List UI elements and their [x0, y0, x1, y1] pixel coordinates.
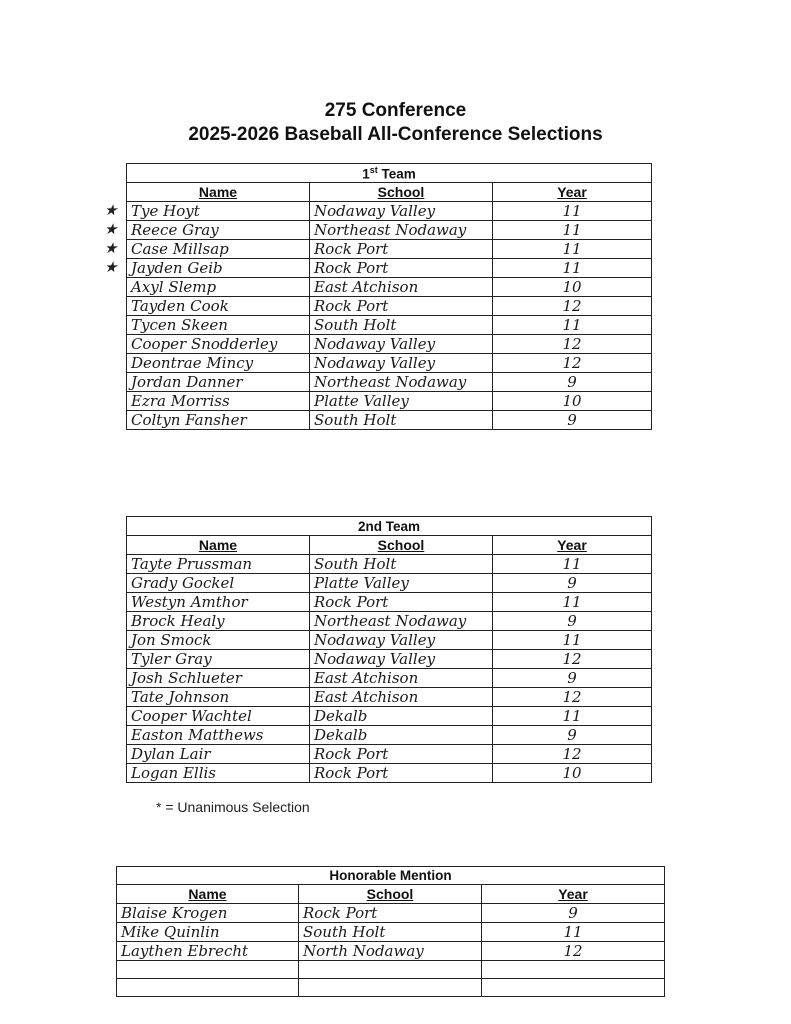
school-name: Rock Port — [310, 764, 493, 783]
table-row — [127, 669, 652, 688]
class-year: 9 — [493, 726, 652, 745]
school-name: Northeast Nodaway — [310, 373, 493, 392]
player-name: Brock Healy — [127, 612, 310, 631]
unanimous-star-icon: ★ — [104, 202, 118, 219]
table-row — [127, 316, 652, 335]
column-header-school: School — [310, 536, 493, 555]
class-year: 9 — [482, 904, 665, 923]
school-name: Rock Port — [310, 745, 493, 764]
table-row — [127, 764, 652, 783]
school-name: Dekalb — [310, 707, 493, 726]
school-name: Rock Port — [310, 259, 493, 278]
class-year: 11 — [493, 259, 652, 278]
school-name: Northeast Nodaway — [310, 221, 493, 240]
table-row — [117, 979, 665, 997]
table-row — [127, 612, 652, 631]
school-name: Nodaway Valley — [310, 354, 493, 373]
player-name: Tye Hoyt — [127, 202, 310, 221]
unanimous-star-icon: ★ — [104, 221, 118, 238]
first-team-heading: 1st Team — [127, 164, 652, 183]
player-name — [117, 961, 299, 979]
school-name: Platte Valley — [310, 392, 493, 411]
class-year — [482, 961, 665, 979]
class-year: 11 — [493, 631, 652, 650]
player-name: Cooper Snodderley — [127, 335, 310, 354]
class-year: 12 — [493, 297, 652, 316]
unanimous-star-icon: ★ — [104, 259, 118, 276]
table-row — [127, 688, 652, 707]
honorable-mention-table — [116, 866, 665, 997]
class-year: 11 — [493, 555, 652, 574]
school-name: Nodaway Valley — [310, 335, 493, 354]
class-year: 11 — [493, 316, 652, 335]
school-name: Rock Port — [310, 240, 493, 259]
honorable-mention-heading: Honorable Mention — [117, 867, 665, 885]
class-year: 12 — [493, 688, 652, 707]
table-row — [127, 202, 652, 221]
table-row — [117, 904, 665, 923]
player-name: Reece Gray — [127, 221, 310, 240]
school-name: Nodaway Valley — [310, 202, 493, 221]
class-year: 12 — [493, 745, 652, 764]
player-name: Westyn Amthor — [127, 593, 310, 612]
school-name — [299, 961, 482, 979]
table-row — [117, 961, 665, 979]
school-name: Nodaway Valley — [310, 650, 493, 669]
table-row — [127, 278, 652, 297]
school-name: East Atchison — [310, 669, 493, 688]
player-name: Grady Gockel — [127, 574, 310, 593]
column-header-year: Year — [482, 885, 665, 904]
class-year: 10 — [493, 764, 652, 783]
table-row — [127, 593, 652, 612]
table-row — [127, 650, 652, 669]
player-name: Coltyn Fansher — [127, 411, 310, 430]
class-year: 9 — [493, 574, 652, 593]
player-name: Deontrae Mincy — [127, 354, 310, 373]
school-name: Platte Valley — [310, 574, 493, 593]
school-name: East Atchison — [310, 278, 493, 297]
class-year: 12 — [482, 942, 665, 961]
second-team-table — [126, 516, 652, 783]
first-team-table — [126, 163, 652, 430]
column-header-name: Name — [127, 183, 310, 202]
table-row — [127, 411, 652, 430]
player-name: Dylan Lair — [127, 745, 310, 764]
player-name: Ezra Morriss — [127, 392, 310, 411]
class-year: 12 — [493, 354, 652, 373]
class-year: 12 — [493, 650, 652, 669]
school-name: East Atchison — [310, 688, 493, 707]
school-name: South Holt — [310, 411, 493, 430]
conference-title: 275 Conference — [324, 100, 467, 121]
player-name: Jordan Danner — [127, 373, 310, 392]
unanimous-footnote: * = Unanimous Selection — [156, 799, 310, 815]
player-name: Josh Schlueter — [127, 669, 310, 688]
school-name: South Holt — [299, 923, 482, 942]
class-year: 11 — [493, 240, 652, 259]
player-name: Tycen Skeen — [127, 316, 310, 335]
player-name: Cooper Wachtel — [127, 707, 310, 726]
school-name: Rock Port — [310, 593, 493, 612]
school-name: Rock Port — [299, 904, 482, 923]
player-name: Logan Ellis — [127, 764, 310, 783]
table-row — [127, 631, 652, 650]
table-row — [127, 373, 652, 392]
player-name: Jon Smock — [127, 631, 310, 650]
class-year: 11 — [493, 707, 652, 726]
column-header-year: Year — [493, 536, 652, 555]
class-year: 11 — [493, 221, 652, 240]
table-row — [127, 259, 652, 278]
school-name — [299, 979, 482, 997]
school-name: Northeast Nodaway — [310, 612, 493, 631]
unanimous-star-icon: ★ — [104, 240, 118, 257]
table-row — [127, 335, 652, 354]
player-name: Mike Quinlin — [117, 923, 299, 942]
table-row — [127, 354, 652, 373]
player-name: Laythen Ebrecht — [117, 942, 299, 961]
player-name: Case Millsap — [127, 240, 310, 259]
table-row — [127, 574, 652, 593]
class-year: 9 — [493, 669, 652, 688]
table-row — [127, 392, 652, 411]
school-name: North Nodaway — [299, 942, 482, 961]
player-name: Tayden Cook — [127, 297, 310, 316]
school-name: Dekalb — [310, 726, 493, 745]
table-row — [127, 745, 652, 764]
player-name: Tayte Prussman — [127, 555, 310, 574]
second-team-heading: 2nd Team — [127, 517, 652, 536]
class-year: 9 — [493, 373, 652, 392]
school-name: South Holt — [310, 555, 493, 574]
class-year: 11 — [493, 202, 652, 221]
class-year: 11 — [493, 593, 652, 612]
school-name: Nodaway Valley — [310, 631, 493, 650]
class-year: 9 — [493, 612, 652, 631]
table-row — [127, 726, 652, 745]
table-row — [127, 555, 652, 574]
table-row — [117, 942, 665, 961]
table-row — [127, 240, 652, 259]
player-name — [117, 979, 299, 997]
column-header-school: School — [310, 183, 493, 202]
table-row — [127, 221, 652, 240]
column-header-name: Name — [127, 536, 310, 555]
player-name: Blaise Krogen — [117, 904, 299, 923]
table-row — [127, 297, 652, 316]
player-name: Tate Johnson — [127, 688, 310, 707]
school-name: Rock Port — [310, 297, 493, 316]
player-name: Tyler Gray — [127, 650, 310, 669]
class-year: 10 — [493, 278, 652, 297]
player-name: Axyl Slemp — [127, 278, 310, 297]
table-row — [127, 707, 652, 726]
document-title: 2025-2026 Baseball All-Conference Selections — [188, 124, 603, 145]
column-header-name: Name — [117, 885, 299, 904]
class-year — [482, 979, 665, 997]
class-year: 9 — [493, 411, 652, 430]
school-name: South Holt — [310, 316, 493, 335]
class-year: 12 — [493, 335, 652, 354]
column-header-year: Year — [493, 183, 652, 202]
player-name: Jayden Geib — [127, 259, 310, 278]
table-row — [117, 923, 665, 942]
class-year: 10 — [493, 392, 652, 411]
column-header-school: School — [299, 885, 482, 904]
class-year: 11 — [482, 923, 665, 942]
player-name: Easton Matthews — [127, 726, 310, 745]
